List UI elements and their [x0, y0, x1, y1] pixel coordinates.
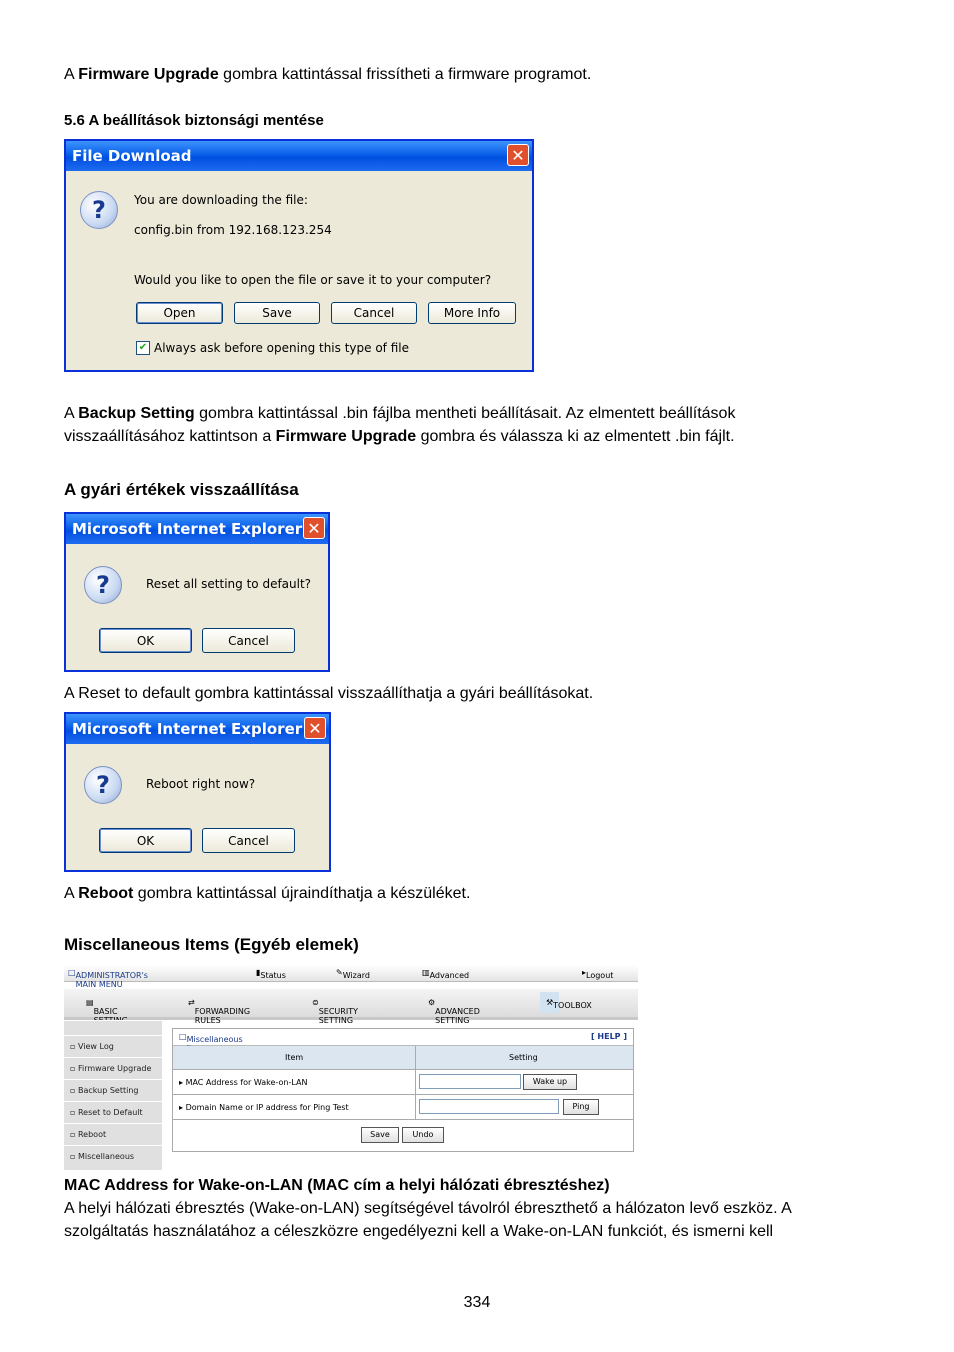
reboot-dialog-titlebar: [66, 714, 329, 744]
row2-label-text: Domain Name or IP address for Ping Test: [185, 1103, 349, 1112]
sidebar-item-firmware-upgrade[interactable]: ▫ Firmware Upgrade: [64, 1057, 162, 1079]
download-line2: config.bin from 192.168.123.254: [134, 223, 332, 237]
admin-menu-text: ADMINISTRATOR's MAIN MENU: [75, 971, 148, 989]
nav-basic-setting[interactable]: ▤ BASIC: [86, 998, 94, 1007]
sidebar-label: Firmware Upgrade: [77, 1064, 152, 1073]
wizard-link[interactable]: ✎ Wizard: [336, 968, 370, 980]
cancel-button[interactable]: Cancel: [202, 828, 295, 853]
ping-button[interactable]: Ping: [563, 1099, 599, 1115]
close-icon[interactable]: ✕: [507, 144, 529, 166]
download-line1: You are downloading the file:: [134, 193, 308, 207]
intro-post: gombra kattintással frissítheti a firmware programot.: [218, 66, 592, 83]
sidebar-item-miscellaneous[interactable]: ▫ Miscellaneous: [64, 1145, 162, 1167]
sidebar-item-reboot[interactable]: ▫ Reboot: [64, 1123, 162, 1145]
reboot-dialog-title: Microsoft Internet Explorer: [72, 720, 303, 738]
mac-paragraph: [64, 1197, 894, 1243]
panel-title: □ Miscellaneous: [179, 1032, 187, 1041]
wizard-text: Wizard: [342, 971, 370, 980]
close-icon[interactable]: ✕: [304, 717, 326, 739]
reset-paragraph: A Reset to default gombra kattintással visszaállíthatja a gyári beállításokat.: [64, 685, 594, 702]
row-label: ▸ MAC Address for Wake-on-LAN: [179, 1078, 308, 1087]
sidebar-label: Backup Setting: [77, 1086, 139, 1095]
reset-dialog: [64, 512, 330, 672]
backup-l2-pre: visszaállításához kattintson a: [64, 428, 276, 445]
status-link[interactable]: ▮ Status: [256, 968, 286, 980]
cancel-button[interactable]: Cancel: [331, 302, 417, 324]
status-text: Status: [260, 971, 286, 980]
router-admin-screenshot: [64, 965, 638, 1170]
col-setting: Setting: [509, 1053, 538, 1062]
open-button[interactable]: Open: [136, 302, 223, 324]
more-info-button[interactable]: More Info: [428, 302, 516, 324]
always-ask-label: Always ask before opening this type of file: [154, 341, 409, 355]
mac-address-input[interactable]: [419, 1074, 521, 1089]
backup-l1-bold: Backup Setting: [78, 405, 195, 422]
backup-l1-pre: A: [64, 405, 79, 422]
table-row: [173, 1095, 633, 1120]
save-button[interactable]: Save: [361, 1127, 399, 1143]
ok-button[interactable]: OK: [99, 828, 192, 853]
reset-dialog-title: Microsoft Internet Explorer: [72, 520, 303, 538]
intro-bold: Firmware Upgrade: [78, 66, 219, 83]
misc-items-panel: [172, 1028, 634, 1152]
dialog-title: File Download: [72, 147, 192, 165]
reset-dialog-titlebar: [66, 514, 328, 544]
router-main-nav: [64, 989, 638, 1025]
panel-header: [173, 1029, 633, 1046]
question-icon: ?: [80, 191, 118, 229]
section-heading-backup: 5.6 A beállítások biztonsági mentése: [64, 112, 324, 129]
advanced-text: Advanced: [429, 971, 470, 980]
admin-menu-label: □ ADMINISTRATOR's MAIN MENU: [68, 968, 148, 989]
nav-toolbox-text: TOOLBOX: [553, 1001, 592, 1010]
nav-security-setting[interactable]: ⊜ SECURITY SETTING: [312, 998, 358, 1025]
backup-paragraph: [64, 402, 894, 448]
nav-security-text: SECURITY SETTING: [318, 1007, 358, 1025]
backup-l2-bold: Firmware Upgrade: [275, 428, 417, 445]
mac-para-line2: szolgáltatás használatához a céleszközre engedélyezni kell a Wake-on-LAN funkciót, és ismerni kell: [64, 1223, 774, 1240]
mac-para-line1: A helyi hálózati ébresztés (Wake-on-LAN) segítségével távolról ébreszthető a hálózaton levő eszköz. A: [64, 1200, 792, 1217]
reboot-dialog: [64, 712, 331, 872]
always-ask-checkbox[interactable]: ✔: [136, 341, 150, 355]
backup-l1-post: gombra kattintással .bin fájlba mentheti beállításait. Az elmentett beállítások: [194, 405, 736, 422]
wake-up-button[interactable]: Wake up: [523, 1074, 577, 1090]
mac-heading: MAC Address for Wake-on-LAN (MAC cím a helyi hálózati ébresztéshez): [64, 1177, 610, 1194]
logout-link[interactable]: ▸ Logout: [582, 968, 614, 980]
save-button[interactable]: Save: [234, 302, 320, 324]
question-icon: ?: [84, 566, 122, 604]
sidebar-label: Miscellaneous: [77, 1152, 135, 1161]
logout-text: Logout: [586, 971, 614, 980]
sidebar-item-view-log[interactable]: ▫ View Log: [64, 1035, 162, 1057]
nav-advanced-setting[interactable]: ⚙ ADVANCED SETTING: [428, 998, 480, 1025]
download-line3: Would you like to open the file or save it to your computer?: [134, 273, 492, 287]
nav-basic-text: BASIC: [93, 1007, 118, 1016]
nav-toolbox[interactable]: ⚒ TOOLBOX: [540, 992, 559, 1013]
intro-pre: A: [64, 66, 79, 83]
sidebar-item-backup-setting[interactable]: ▫ Backup Setting: [64, 1079, 162, 1101]
misc-heading: Miscellaneous Items (Egyéb elemek): [64, 935, 359, 954]
ping-host-input[interactable]: [419, 1099, 559, 1114]
intro-paragraph: [64, 63, 894, 86]
reset-message: Reset all setting to default?: [146, 577, 312, 591]
question-icon: ?: [84, 766, 122, 804]
row1-label-text: MAC Address for Wake-on-LAN: [185, 1078, 308, 1087]
row-label: ▸ Domain Name or IP address for Ping Test: [179, 1103, 349, 1112]
reboot-message: Reboot right now?: [146, 777, 256, 791]
factory-reset-heading: A gyári értékek visszaállítása: [64, 480, 299, 499]
nav-forwarding-rules[interactable]: ⇄ FORWARDING RULES: [188, 998, 251, 1025]
reboot-post: gombra kattintással újraindíthatja a készüléket.: [133, 885, 471, 902]
file-download-dialog: [64, 139, 534, 372]
dialog-titlebar: [66, 141, 532, 171]
help-link[interactable]: [ HELP ]: [590, 1032, 627, 1041]
table-row: [173, 1070, 633, 1095]
sidebar-label: Reboot: [77, 1130, 107, 1139]
reboot-pre: A: [64, 885, 79, 902]
col-item: Item: [285, 1053, 304, 1062]
nav-advanced-text: ADVANCED SETTING: [435, 1007, 480, 1025]
ok-button[interactable]: OK: [99, 628, 192, 653]
sidebar-label: View Log: [77, 1042, 114, 1051]
sidebar-spacer: [64, 1020, 162, 1035]
router-sidebar: [64, 1020, 162, 1170]
router-top-bar: [64, 965, 638, 989]
cancel-button[interactable]: Cancel: [202, 628, 295, 653]
backup-l2-post: gombra és válassza ki az elmentett .bin fájlt.: [416, 428, 735, 445]
panel-footer: [173, 1120, 633, 1150]
page-number: 334: [463, 1294, 491, 1311]
undo-button[interactable]: Undo: [402, 1127, 444, 1143]
reboot-bold: Reboot: [78, 885, 134, 902]
column-header-row: [173, 1046, 633, 1070]
close-icon[interactable]: ✕: [303, 517, 325, 539]
panel-title-text: Miscellaneous: [186, 1035, 243, 1044]
sidebar-label: Reset to Default: [77, 1108, 143, 1117]
sidebar-item-reset-to-default[interactable]: ▫ Reset to Default: [64, 1101, 162, 1123]
nav-forwarding-text: FORWARDING RULES: [194, 1007, 251, 1025]
advanced-link[interactable]: ▥ Advanced: [422, 968, 470, 980]
reboot-paragraph: [64, 882, 894, 905]
